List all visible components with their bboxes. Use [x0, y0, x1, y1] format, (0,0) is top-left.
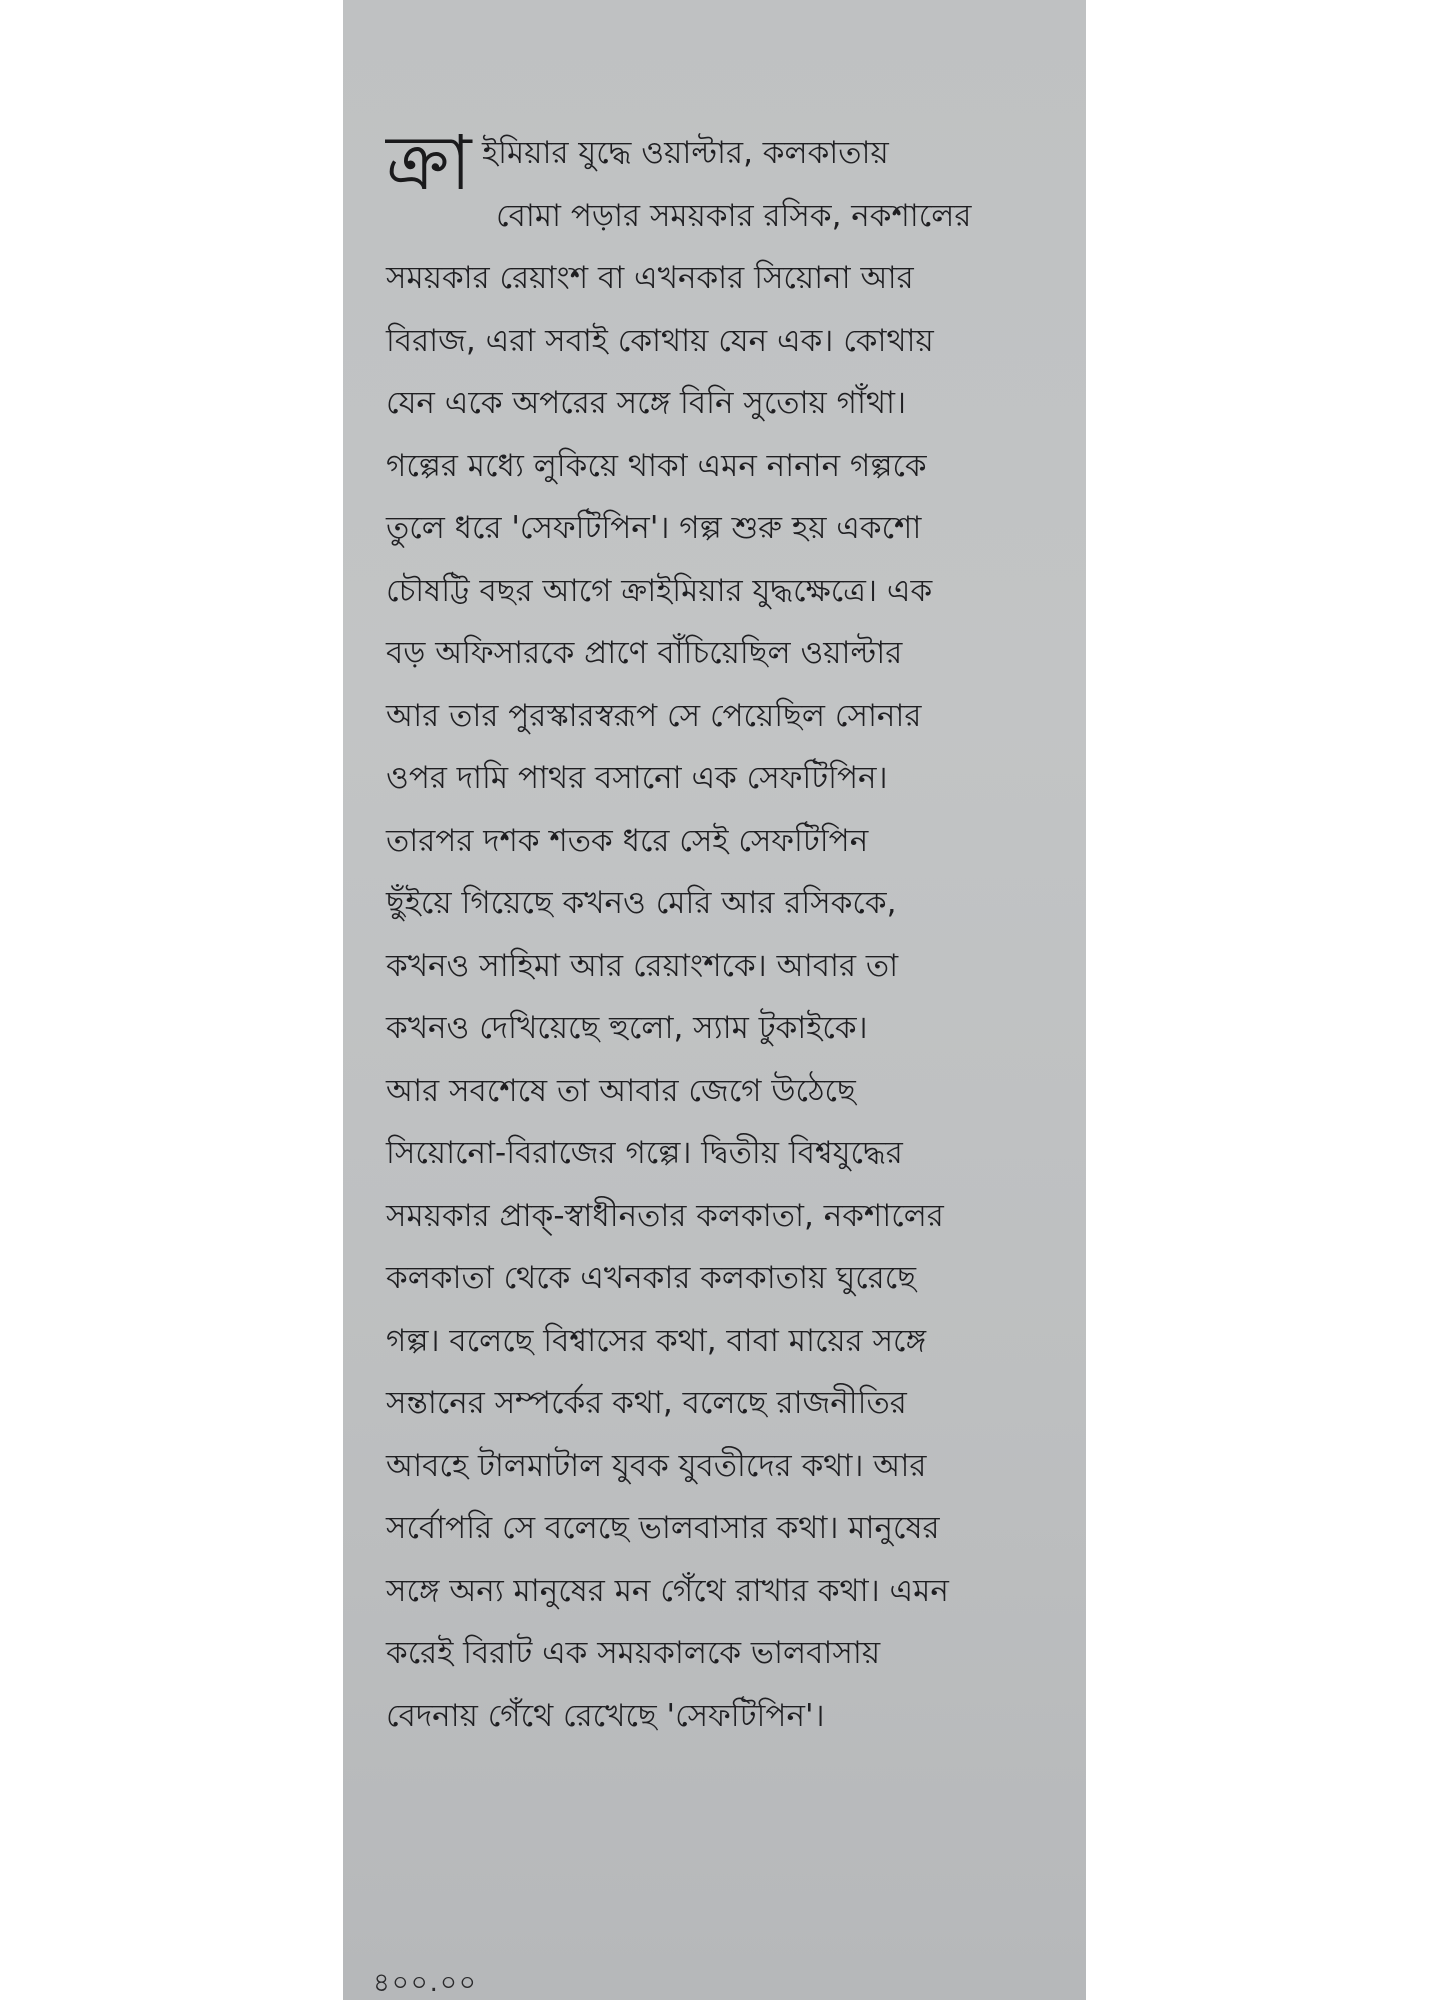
blurb-line: গল্পের মধ্যে লুকিয়ে থাকা এমন নানান গল্পকে — [386, 447, 927, 484]
blurb-line: চৌষট্টি বছর আগে ক্রাইমিয়ার যুদ্ধক্ষেত্রে। এক — [386, 572, 933, 609]
blurb-line: তুলে ধরে 'সেফটিপিন'। গল্প শুরু হয় একশো — [386, 510, 922, 546]
blurb-line: সময়কার প্রাক্-স্বাধীনতার কলকাতা, নকশালের — [386, 1197, 944, 1234]
blurb-line: কলকাতা থেকে এখনকার কলকাতায় ঘুরেছে — [386, 1260, 916, 1296]
blurb-line: বড় অফিসারকে প্রাণে বাঁচিয়েছিল ওয়াল্টার — [386, 635, 903, 671]
blurb-line: বোমা পড়ার সময়কার রসিক, নকশালের — [496, 197, 972, 234]
blurb-line: ইমিয়ার যুদ্ধে ওয়াল্টার, কলকাতায় — [482, 135, 889, 171]
blurb-line: যেন একে অপরের সঙ্গে বিনি সুতোয় গাঁথা। — [386, 385, 907, 421]
blurb-line: সর্বোপরি সে বলেছে ভালবাসার কথা। মানুষের — [386, 1510, 940, 1546]
blurb-line: বেদনায় গেঁথে রেখেছে 'সেফটিপিন'। — [386, 1697, 825, 1734]
jacket-flap — [343, 0, 1086, 2000]
blurb-line: আর সবশেষে তা আবার জেগে উঠেছে — [386, 1072, 856, 1109]
blurb-line: বিরাজ, এরা সবাই কোথায় যেন এক। কোথায় — [386, 322, 934, 359]
blurb-line: কখনও দেখিয়েছে হুলো, স্যাম টুকাইকে। — [386, 1010, 868, 1046]
blurb-line: তারপর দশক শতক ধরে সেই সেফটিপিন — [386, 822, 869, 859]
blurb-line: আর তার পুরস্কারস্বরূপ সে পেয়েছিল সোনার — [386, 697, 922, 734]
drop-cap: ক্রা — [386, 118, 472, 207]
blurb-line: সময়কার রেয়াংশ বা এখনকার সিয়োনা আর — [386, 260, 914, 296]
blurb-line: গল্প। বলেছে বিশ্বাসের কথা, বাবা মায়ের সঙ্গে — [386, 1322, 927, 1359]
blurb-line: ওপর দামি পাথর বসানো এক সেফটিপিন। — [386, 760, 888, 796]
blurb-line: ছুঁইয়ে গিয়েছে কখনও মেরি আর রসিককে, — [386, 885, 897, 921]
blurb-line: সিয়োনো-বিরাজের গল্পে। দ্বিতীয় বিশ্বযুদ্ধের — [386, 1135, 903, 1171]
blurb-line: কখনও সাহিমা আর রেয়াংশকে। আবার তা — [386, 947, 899, 984]
blurb-text — [386, 118, 1066, 1747]
blurb-line: সন্তানের সম্পর্কের কথা, বলেছে রাজনীতির — [386, 1385, 907, 1421]
blurb-line: করেই বিরাট এক সময়কালকে ভালবাসায় — [386, 1635, 881, 1671]
price-label: ৪০০.০০ — [373, 1968, 478, 1998]
blurb-line: সঙ্গে অন্য মানুষের মন গেঁথে রাখার কথা। এমন — [386, 1572, 949, 1609]
blurb-line: আবহে টালমাটাল যুবক যুবতীদের কথা। আর — [386, 1447, 927, 1484]
